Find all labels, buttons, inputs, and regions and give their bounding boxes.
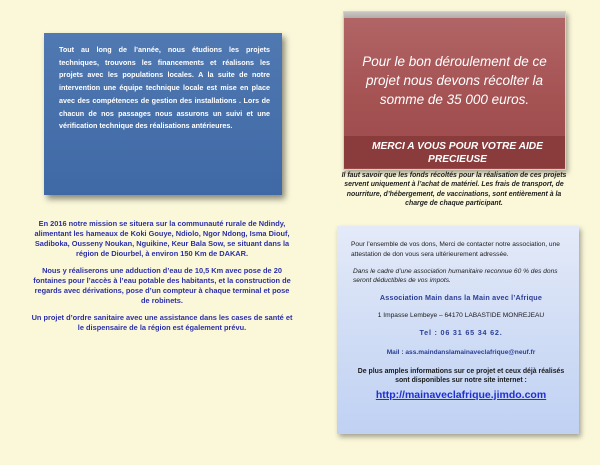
fund-usage-note: Il faut savoir que les fonds récoltés pour la réalisation de ces projets servent uniquement à l’achat de matériel. Les frais de transport, de nourriture, d’hébergement, de vaccinations, sont entièrement à la charge de chaque participant. bbox=[341, 172, 567, 207]
association-name: Association Main dans la Main avec l’Afrique bbox=[379, 292, 543, 302]
email-address: Mail : ass.maindanslamainaveclafrique@neuf.fr bbox=[386, 348, 536, 356]
activity-description-text: Tout au long de l’année, nous étudions les projets techniques, trouvons les financements et réalisons les projets avec les populations locales. A la suite de notre intervention une équipe technique locale est mise en place avec des compétences de gestion des installations . Lors de chacun de nos passages nous assurons un suivi et une vérification technique des réalisations antérieures. bbox=[59, 45, 270, 131]
mission-section bbox=[30, 219, 294, 340]
association-address: 1 Impasse Lembeye – 64170 LABASTIDE MONREJEAU bbox=[377, 311, 545, 319]
more-info-text: De plus amples informations sur ce projet et ceux déjà réalisés sont disponibles sur notre site internet : bbox=[357, 367, 565, 384]
phone-number: Tel : 06 31 65 34 62. bbox=[419, 327, 503, 337]
donation-contact-intro: Pour l’ensemble de vos dons, Merci de contacter notre association, une attestation de don vous sera ultérieurement adressée. bbox=[351, 241, 560, 258]
tax-deduction-note: Dans le cadre d’une association humanitaire reconnue 60 % des dons seront déductibles de vos impots. bbox=[353, 268, 558, 285]
contact-box bbox=[337, 226, 579, 434]
mission-location-paragraph: En 2016 notre mission se situera sur la communauté rurale de Ndindy, alimentant les hameaux de Koki Gouye, Ndiolo, Ngor Ndong, Isma Diouf, Sadiboka, Ousseny Noukan, Nguikine, Keur Bala Sow, se situant dans la région de Diourbel, à environ 150 Km de DAKAR. bbox=[34, 219, 290, 258]
appeal-top-strip bbox=[344, 12, 565, 18]
fundraising-goal-text: Pour le bon déroulement de ce projet nous devons récolter la somme de 35 000 euros. bbox=[362, 54, 547, 107]
thanks-text: MERCI A VOUS POUR VOTRE AIDE PRECIEUSE bbox=[372, 141, 543, 165]
mission-health-paragraph: Un projet d’ordre sanitaire avec une assistance dans les cases de santé et le dispensaire de la région est également prévu. bbox=[31, 313, 293, 332]
fundraising-appeal-box bbox=[343, 11, 566, 170]
activity-description-box bbox=[44, 33, 282, 195]
mission-works-paragraph: Nous y réaliserons une adduction d’eau de 10,5 Km avec pose de 20 fontaines pour l’accès à l’eau potable des habitants, et la construction de regards avec dérivations, pose d’un compteur à chaque terminal et pose de robinets. bbox=[33, 266, 291, 305]
website-link[interactable]: http://mainaveclafrique.jimdo.com bbox=[375, 388, 547, 401]
